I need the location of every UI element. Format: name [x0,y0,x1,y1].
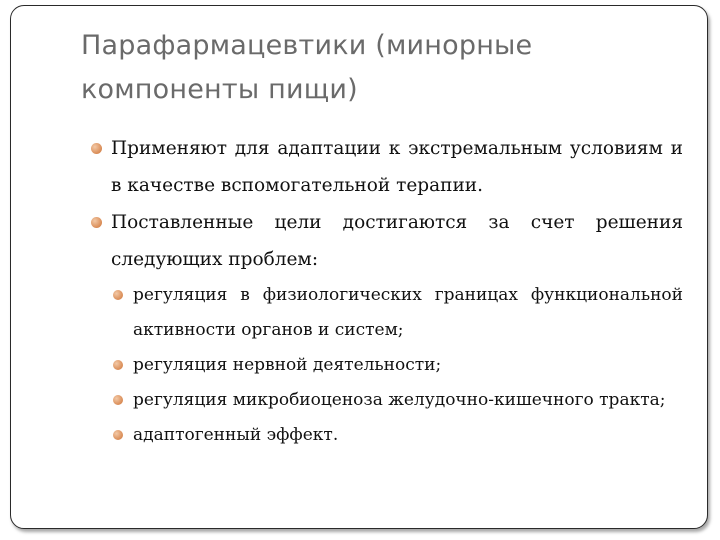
sub-list-item [113,418,683,453]
list-item [91,204,683,278]
slide-frame [10,5,708,529]
circle-bullet-icon [113,290,123,300]
circle-bullet-icon [113,360,123,370]
circle-bullet-icon [91,217,102,228]
sub-list-item [113,278,683,348]
list-item [91,130,683,204]
sub-list-item-text: регуляция нервной деятельности; [133,355,442,375]
circle-bullet-icon [113,395,123,405]
sub-list-item [113,348,683,383]
circle-bullet-icon [91,143,102,154]
sub-list-item-text: регуляция в физиологических границах функциональной активности органов и систем; [133,285,683,340]
bullet-list [91,130,683,453]
slide-title: Парафармацевтики (минорные компоненты пищи) [81,30,533,105]
list-item-text: Поставленные цели достигаются за счет решения следующих проблем: [111,212,683,270]
sub-list-item-text: регуляция микробиоценоза желудочно-кишечного тракта; [133,390,666,410]
sub-list-item [113,383,683,418]
sub-list-item-text: адаптогенный эффект. [133,425,339,445]
list-item-text: Применяют для адаптации к экстремальным условиям и в качестве вспомогательной терапии. [111,138,683,196]
circle-bullet-icon [113,430,123,440]
